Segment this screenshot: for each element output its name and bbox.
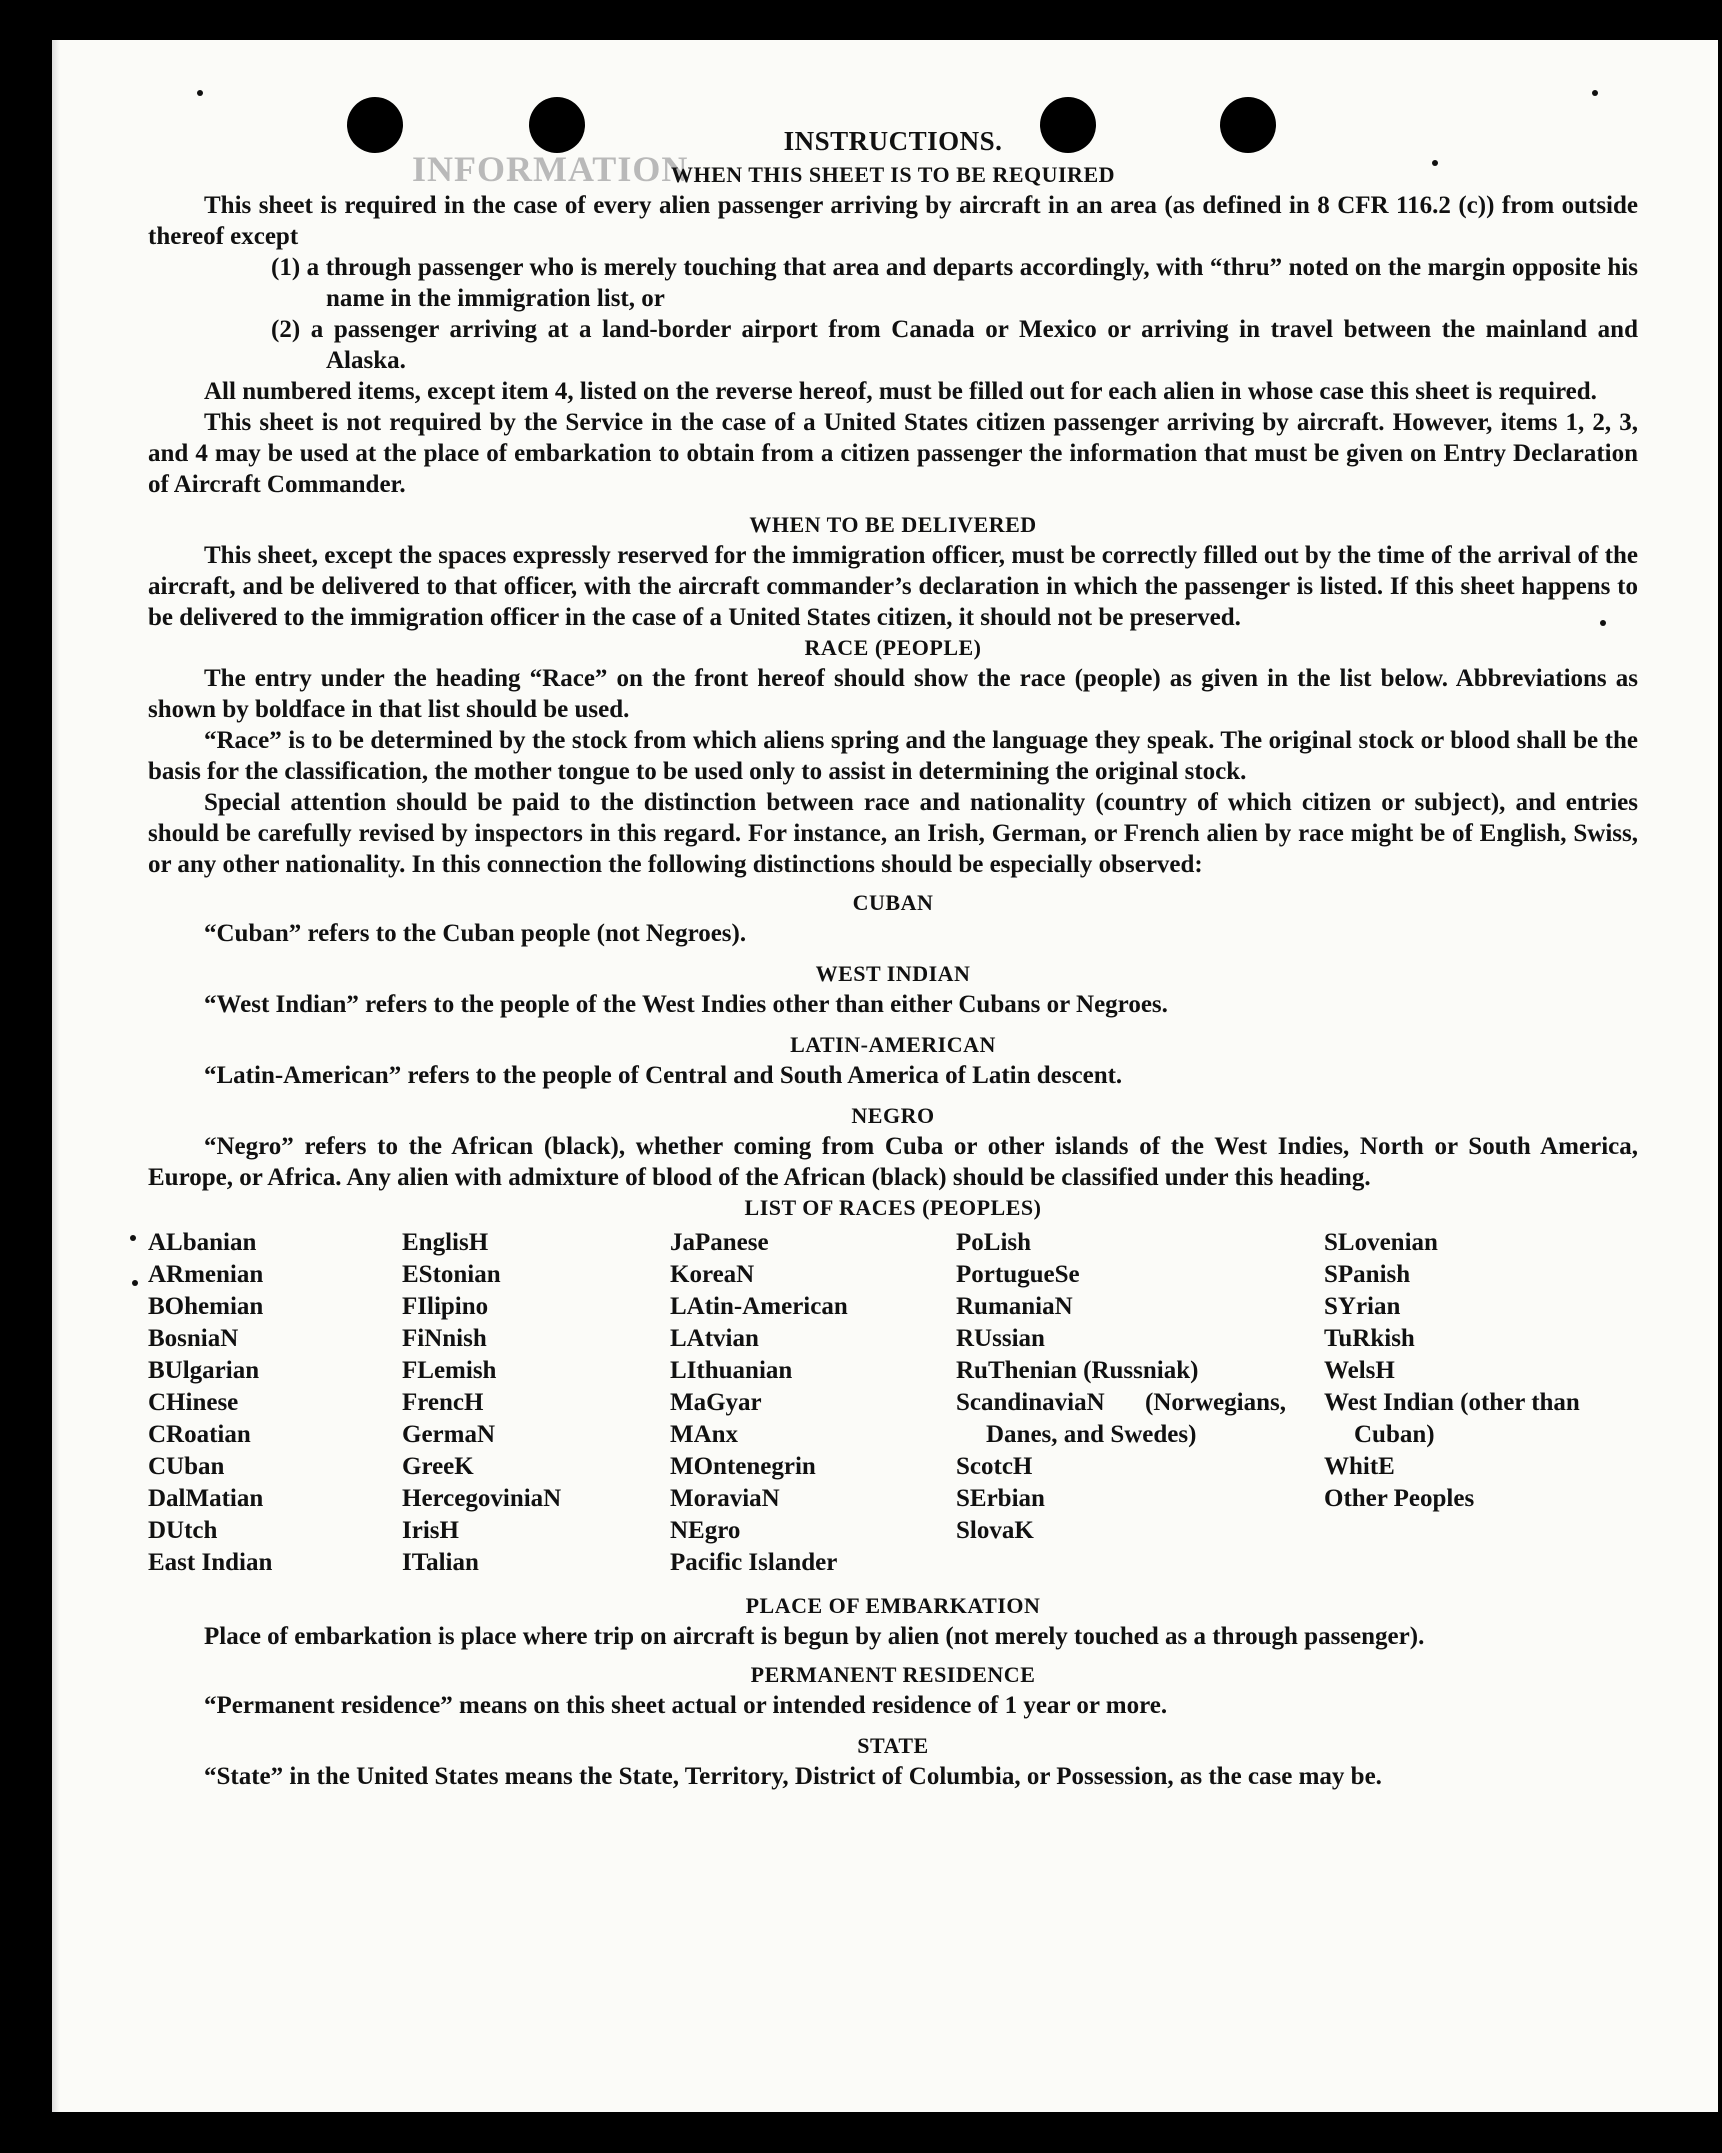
list-item: BOhemian bbox=[148, 1293, 264, 1320]
list-item: Pacific Islander bbox=[670, 1549, 838, 1576]
list-item: SlovaK bbox=[956, 1517, 1034, 1544]
paragraph: This sheet, except the spaces expressly reserved for the immigration officer, must be correctly filled out by the time of the arrival of the aircraft, and be delivered to that officer, with the aircraft commander’s declaration in which the passenger is listed. If this sheet happens to be delivered to the immigration officer in the case of a United States citizen, it should not be preserved. bbox=[148, 542, 1638, 631]
list-item: PoLish bbox=[956, 1229, 1032, 1256]
list-item: LIthuanian bbox=[670, 1357, 793, 1384]
list-item: KoreaN bbox=[670, 1261, 755, 1288]
list-item: DalMatian bbox=[148, 1485, 264, 1512]
list-item: LAtin-American bbox=[670, 1293, 848, 1320]
list-item: SPanish bbox=[1324, 1261, 1411, 1288]
list-item: FrencH bbox=[402, 1389, 484, 1416]
list-item: WelsH bbox=[1324, 1357, 1395, 1384]
list-item: RUssian bbox=[956, 1325, 1045, 1352]
list-item: DUtch bbox=[148, 1517, 218, 1544]
speck bbox=[130, 1235, 136, 1241]
list-item: Other Peoples bbox=[1324, 1485, 1475, 1512]
section-heading: RACE (PEOPLE) bbox=[804, 635, 982, 660]
race-column bbox=[402, 1227, 670, 1579]
race-column bbox=[148, 1227, 402, 1579]
list-item: MAnx bbox=[670, 1421, 739, 1448]
paragraph: All numbered items, except item 4, listed on the reverse hereof, must be filled out for each alien in whose case this sheet is required. bbox=[204, 378, 1597, 405]
paragraph: “Permanent residence” means on this sheet actual or intended residence of 1 year or more. bbox=[204, 1692, 1168, 1719]
section-heading: PERMANENT RESIDENCE bbox=[750, 1662, 1036, 1687]
list-item: ARmenian bbox=[148, 1261, 264, 1288]
numbered-item: (2) a passenger arriving at a land-border airport from Canada or Mexico or arriving in travel between the mainland and Alaska. bbox=[271, 316, 1638, 374]
list-item: JaPanese bbox=[670, 1229, 769, 1256]
list-item: ScandinaviaN (Norwegians, Danes, and Swedes) bbox=[956, 1389, 1286, 1448]
bleed-through-header: INFORMATION bbox=[412, 149, 689, 189]
paragraph: Place of embarkation is place where trip on aircraft is begun by alien (not merely touched as a through passenger). bbox=[204, 1623, 1425, 1650]
paragraph: “Race” is to be determined by the stock from which aliens spring and the language they speak. The original stock or blood shall be the basis for the classification, the mother tongue to be used only to assist in determining the original stock. bbox=[148, 727, 1638, 785]
list-item: RuThenian (Russniak) bbox=[956, 1357, 1199, 1384]
list-item: MaGyar bbox=[670, 1389, 762, 1416]
paper-edge-shadow bbox=[52, 40, 60, 2112]
list-item: CUban bbox=[148, 1453, 225, 1480]
section-heading: LATIN-AMERICAN bbox=[790, 1032, 996, 1057]
section-heading: STATE bbox=[857, 1733, 929, 1758]
speck bbox=[197, 90, 203, 96]
section-heading: WHEN THIS SHEET IS TO BE REQUIRED bbox=[670, 162, 1116, 187]
list-item: TuRkish bbox=[1324, 1325, 1415, 1352]
list-item: GermaN bbox=[402, 1421, 496, 1448]
document-page bbox=[52, 40, 1718, 2112]
list-item: ALbanian bbox=[148, 1229, 257, 1256]
list-item: FiNnish bbox=[402, 1325, 487, 1352]
section-heading: LIST OF RACES (PEOPLES) bbox=[744, 1195, 1042, 1220]
paragraph: The entry under the heading “Race” on the front hereof should show the race (people) as given in the list below. Abbreviations as shown by boldface in that list should be used. bbox=[148, 665, 1638, 723]
page-title: INSTRUCTIONS. bbox=[783, 126, 1003, 156]
list-item: ITalian bbox=[402, 1549, 479, 1576]
list-item: CRoatian bbox=[148, 1421, 251, 1448]
speck bbox=[132, 1280, 138, 1286]
list-item: EStonian bbox=[402, 1261, 501, 1288]
section-heading: WEST INDIAN bbox=[815, 961, 971, 986]
list-item: SLovenian bbox=[1324, 1229, 1438, 1256]
list-item: EnglisH bbox=[402, 1229, 489, 1256]
list-item: LAtvian bbox=[670, 1325, 759, 1352]
paragraph: Special attention should be paid to the distinction between race and nationality (country of which citizen or subject), and entries should be carefully revised by inspectors in this regard. For instance, an Irish, German, or French alien by race might be of English, Swiss, or any other nationality. In this connection the following distinctions should be especially observed: bbox=[148, 789, 1638, 878]
paragraph: “West Indian” refers to the people of the West Indies other than either Cubans or Negroes. bbox=[204, 991, 1168, 1018]
list-item: HercegoviniaN bbox=[402, 1485, 562, 1512]
list-item: East Indian bbox=[148, 1549, 273, 1576]
list-item: NEgro bbox=[670, 1517, 741, 1544]
paragraph: “Latin-American” refers to the people of Central and South America of Latin descent. bbox=[204, 1062, 1123, 1089]
numbered-item: (1) a through passenger who is merely touching that area and departs accordingly, with “thru” noted on the margin opposite his name in the immigration list, or bbox=[271, 254, 1638, 312]
list-item: WhitE bbox=[1324, 1453, 1395, 1480]
list-item: GreeK bbox=[402, 1453, 474, 1480]
paragraph: This sheet is not required by the Service in the case of a United States citizen passenger arriving by aircraft. However, items 1, 2, 3, and 4 may be used at the place of embarkation to obtain from a citizen passenger the information that must be given on Entry Declaration of Aircraft Commander. bbox=[148, 409, 1638, 498]
section-heading: NEGRO bbox=[851, 1103, 935, 1128]
list-item: ScotcH bbox=[956, 1453, 1033, 1480]
list-item: CHinese bbox=[148, 1389, 239, 1416]
race-column bbox=[670, 1227, 956, 1579]
list-item: MOntenegrin bbox=[670, 1453, 816, 1480]
list-item: SErbian bbox=[956, 1485, 1045, 1512]
list-item: FIlipino bbox=[402, 1293, 489, 1320]
section-heading: PLACE OF EMBARKATION bbox=[745, 1593, 1041, 1618]
paragraph: “Negro” refers to the African (black), whether coming from Cuba or other islands of the West Indies, North or South America, Europe, or Africa. Any alien with admixture of blood of the African (black) should be classified under this heading. bbox=[148, 1133, 1638, 1191]
paragraph: “Cuban” refers to the Cuban people (not Negroes). bbox=[204, 920, 747, 947]
paragraph: This sheet is required in the case of every alien passenger arriving by aircraft in an area (as defined in 8 CFR 116.2 (c)) from outside thereof except bbox=[148, 192, 1638, 250]
section-heading: CUBAN bbox=[852, 890, 934, 915]
paragraph: “State” in the United States means the State, Territory, District of Columbia, or Possession, as the case may be. bbox=[204, 1763, 1382, 1790]
speck bbox=[1592, 90, 1598, 96]
race-column bbox=[956, 1227, 1324, 1579]
race-list bbox=[148, 1227, 1638, 1579]
section-heading: WHEN TO BE DELIVERED bbox=[749, 512, 1037, 537]
list-item: BUlgarian bbox=[148, 1357, 260, 1384]
list-item: FLemish bbox=[402, 1357, 497, 1384]
list-item: BosniaN bbox=[148, 1325, 239, 1352]
instructions-text bbox=[148, 122, 1638, 1792]
list-item: IrisH bbox=[402, 1517, 459, 1544]
race-column bbox=[1324, 1227, 1624, 1579]
list-item: West Indian (other than Cuban) bbox=[1324, 1389, 1580, 1448]
list-item: RumaniaN bbox=[956, 1293, 1073, 1320]
list-item: PortugueSe bbox=[956, 1261, 1080, 1288]
list-item: MoraviaN bbox=[670, 1485, 780, 1512]
list-item: SYrian bbox=[1324, 1293, 1401, 1320]
